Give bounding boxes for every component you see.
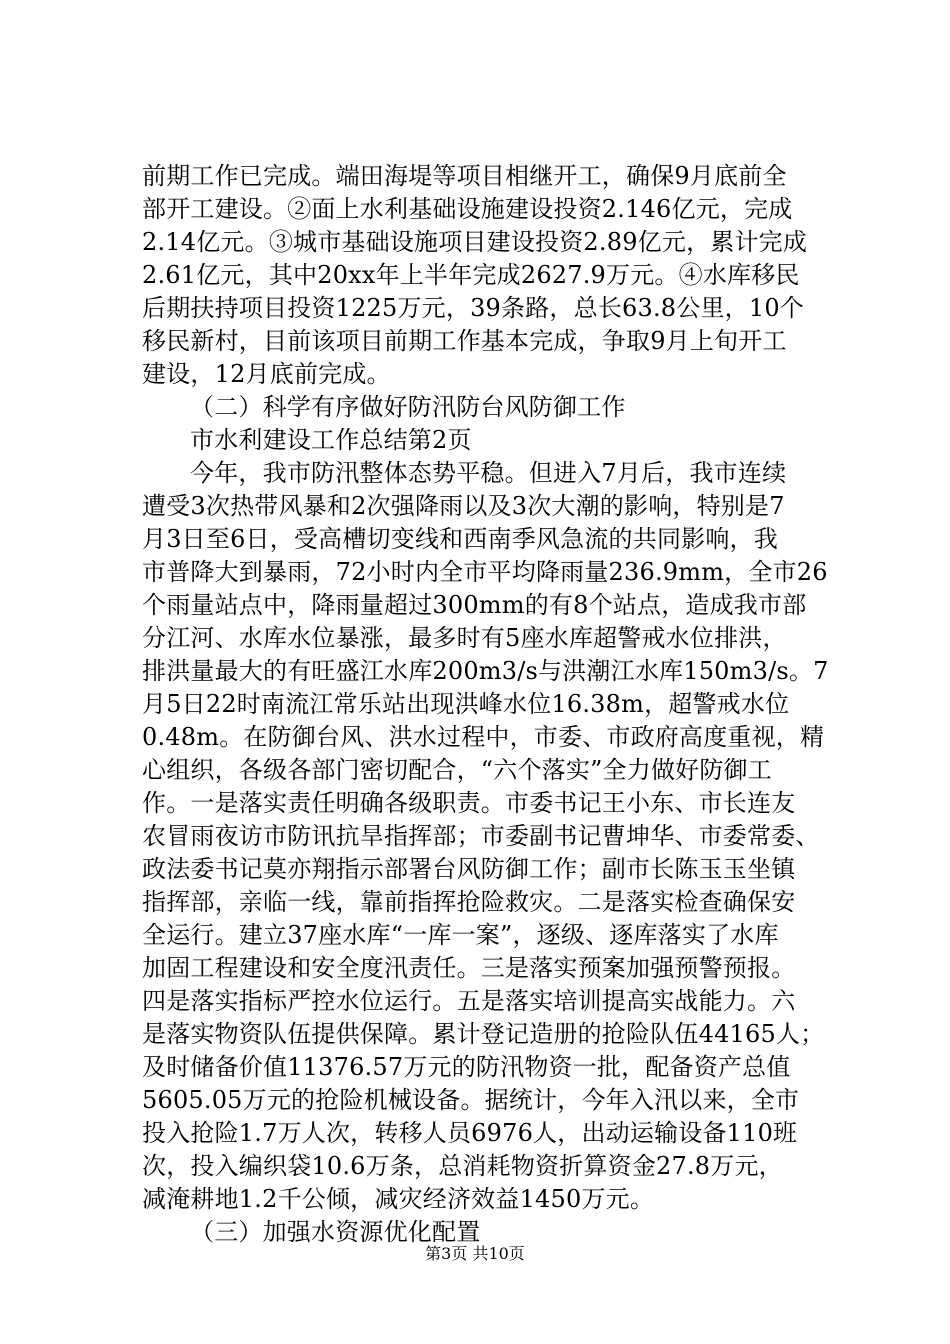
text-line: 农冒雨夜访市防讯抗旱指挥部；市委副书记曹坤华、市委常委、 <box>142 822 820 850</box>
text-line: 心组织，各级各部门密切配合，“六个落实”全力做好防御工 <box>142 756 772 784</box>
text-line: 加固工程建设和安全度汛责任。三是落实预案加强预警预报。 <box>142 954 796 982</box>
text-line: 市普降大到暴雨，72小时内全市平均降雨量236.9mm，全市26 <box>142 558 828 586</box>
text-line: 月5日22时南流江常乐站出现洪峰水位16.38m，超警戒水位 <box>142 690 790 718</box>
text-line: 分江河、水库水位暴涨，最多时有5座水库超警戒水位排洪， <box>142 624 787 652</box>
text-line: 2.61亿元，其中20xx年上半年完成2627.9万元。④水库移民 <box>142 261 800 289</box>
page-footer: 第3页 共10页 <box>425 1244 525 1263</box>
text-line: 政法委书记莫亦翔指示部署台风防御工作；副市长陈玉玉坐镇 <box>142 855 796 883</box>
text-line: 移民新村，目前该项目前期工作基本完成，争取9月上旬开工 <box>142 327 787 355</box>
text-line: 后期扶持项目投资1225万元，39条路，总长63.8公里，10个 <box>142 294 804 322</box>
text-line: 减淹耕地1.2千公倾，减灾经济效益1450万元。 <box>142 1185 655 1213</box>
text-line: 全运行。建立37座水库“一库一案”，逐级、逐库落实了水库 <box>142 921 779 949</box>
text-line: 投入抢险1.7万人次，转移人员6976人，出动运输设备110班 <box>142 1119 798 1147</box>
text-line: 建设，12月底前完成。 <box>142 360 391 388</box>
document-body <box>142 160 832 1249</box>
section-heading: （三）加强水资源优化配置 <box>190 1218 481 1246</box>
page-marker: 市水利建设工作总结第2页 <box>190 426 472 454</box>
section-heading: （二）科学有序做好防汛防台风防御工作 <box>190 393 626 421</box>
text-line: 是落实物资队伍提供保障。累计登记造册的抢险队伍44165人； <box>142 1020 825 1048</box>
text-line: 5605.05万元的抢险机械设备。据统计，今年入汛以来，全市 <box>142 1086 800 1114</box>
paragraph-start: 今年，我市防汛整体态势平稳。但进入7月后，我市连续 <box>190 459 787 487</box>
text-line: 及时储备价值11376.57万元的防汛物资一批，配备资产总值 <box>142 1053 791 1081</box>
text-line: 次，投入编织袋10.6万条，总消耗物资折算资金27.8万元， <box>142 1152 783 1180</box>
text-line: 月3日至6日，受高槽切变线和西南季风急流的共同影响，我 <box>142 525 778 553</box>
text-line: 排洪量最大的有旺盛江水库200m3/s与洪潮江水库150m3/s。7 <box>142 657 829 685</box>
text-line: 2.14亿元。③城市基础设施项目建设投资2.89亿元，累计完成 <box>142 228 808 256</box>
text-line: 作。一是落实责任明确各级职责。市委书记王小东、市长连友 <box>142 789 796 817</box>
text-line: 遭受3次热带风暴和2次强降雨以及3次大潮的影响，特别是7 <box>142 492 785 520</box>
text-line: 指挥部，亲临一线，靠前指挥抢险救灾。二是落实检查确保安 <box>142 888 796 916</box>
text-line: 前期工作已完成。端田海堤等项目相继开工，确保9月底前全 <box>142 162 787 190</box>
text-line: 四是落实指标严控水位运行。五是落实培训提高实战能力。六 <box>142 987 796 1015</box>
text-line: 个雨量站点中，降雨量超过300mm的有8个站点，造成我市部 <box>142 591 807 619</box>
text-line: 部开工建设。②面上水利基础设施建设投资2.146亿元，完成 <box>142 195 793 223</box>
text-line: 0.48m。在防御台风、洪水过程中，市委、市政府高度重视，精 <box>142 723 825 751</box>
